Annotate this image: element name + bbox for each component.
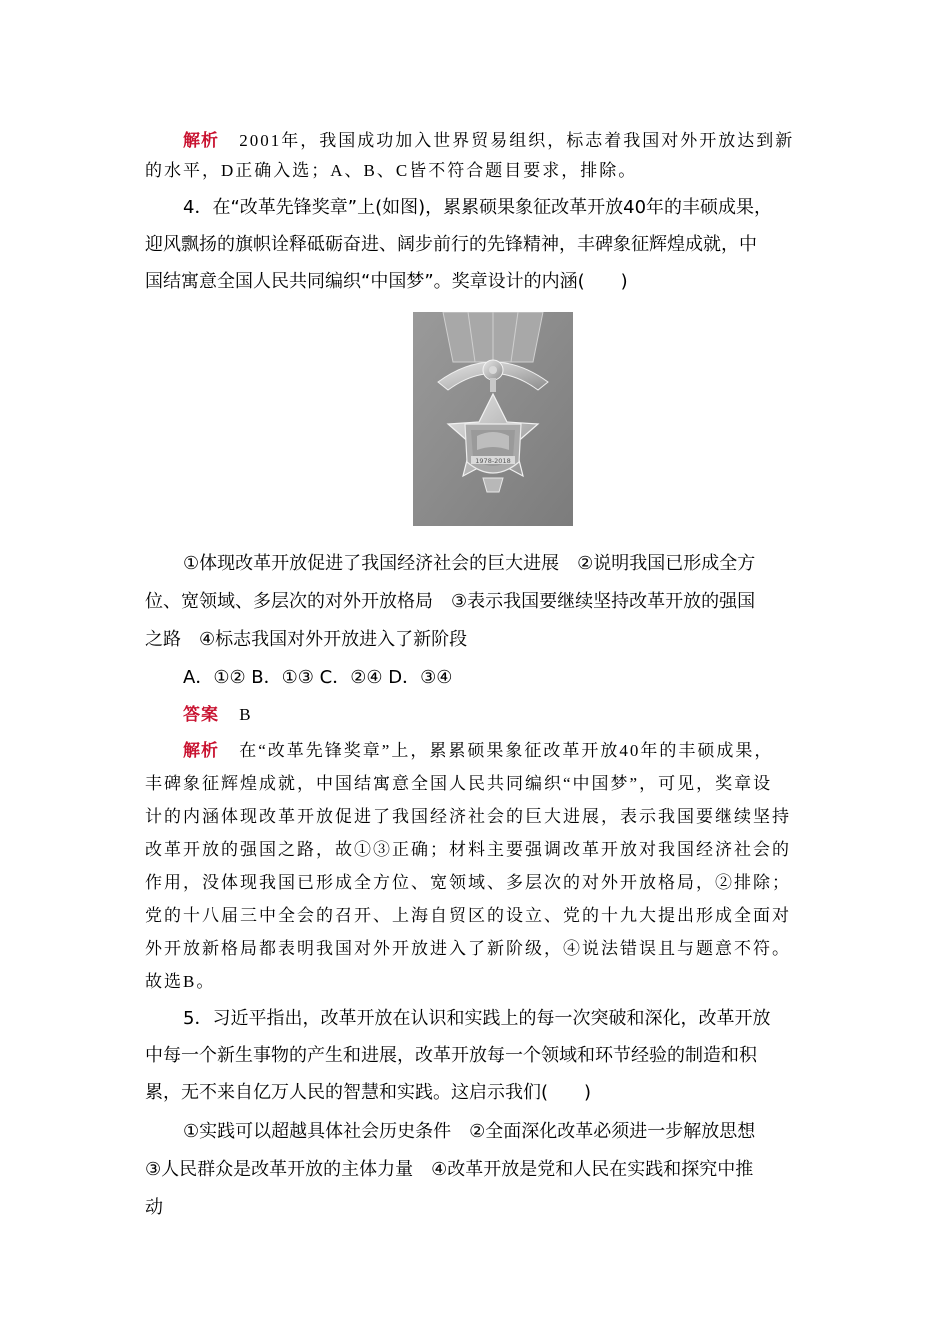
q5-stem-line2: 中每一个新生事物的产生和进展，改革开放每一个领域和环节经验的制造和积 — [145, 1045, 757, 1066]
medal-banner-text: 1978-2018 — [475, 457, 511, 465]
q4-stem-line3: 国结寓意全国人民共同编织“中国梦”。奖章设计的内涵( ) — [145, 271, 628, 292]
analysis-prev-line2: 的水平，D正确入选；A、B、C皆不符合题目要求，排除。 — [145, 161, 638, 180]
analysis-prev-line1 — [183, 126, 794, 151]
q5-stem-line1: 5．习近平指出，改革开放在认识和实践上的每一次突破和深化，改革开放 — [183, 1008, 771, 1029]
analysis-label: 解析 — [183, 741, 219, 761]
q4-analysis-line3: 计的内涵体现改革开放促进了我国经济社会的巨大进展，表示我国要继续坚持 — [145, 807, 791, 826]
q4-analysis-line2: 丰碑象征辉煌成就，中国结寓意全国人民共同编织“中国梦”，可见，奖章设 — [145, 774, 773, 793]
medal-illustration — [413, 312, 573, 526]
q4-analysis-line1: 解析 在“改革先锋奖章”上，累累硕果象征改革开放40年的丰硕成果， — [183, 741, 774, 761]
q5-option-line1: ①实践可以超越具体社会历史条件 ②全面深化改革必须进一步解放思想 — [183, 1121, 756, 1142]
q5-stem-line3: 累，无不来自亿万人民的智慧和实践。这启示我们( ) — [145, 1082, 592, 1103]
q4-analysis-line4: 改革开放的强国之路，故①③正确；材料主要强调改革开放对我国经济社会的 — [145, 840, 791, 859]
answer-label: 答案 — [183, 705, 219, 725]
q4-analysis-line7: 外开放新格局都表明我国对外开放进入了新阶级，④说法错误且与题意不符。 — [145, 939, 791, 958]
q4-stem-line2: 迎风飘扬的旗帜诠释砥砺奋进、阔步前行的先锋精神，丰碑象征辉煌成就，中 — [145, 234, 757, 255]
analysis-text: 2001年，我国成功加入世界贸易组织，标志着我国对外开放达到新 — [239, 131, 795, 150]
q4-stem-line1: 4．在“改革先锋奖章”上(如图)，累累硕果象征改革开放40年的丰硕成果， — [183, 197, 773, 218]
q5-option-line2: ③人民群众是改革开放的主体力量 ④改革开放是党和人民在实践和探究中推 — [145, 1159, 754, 1180]
q4-choices: A．①② B．①③ C．②④ D．③④ — [183, 667, 453, 688]
q4-analysis-line5: 作用，没体现我国已形成全方位、宽领域、多层次的对外开放格局，②排除； — [145, 873, 791, 892]
q4-analysis-line8: 故选B。 — [145, 972, 216, 991]
q5-option-line3: 动 — [145, 1197, 163, 1218]
q4-option-line3: 之路 ④标志我国对外开放进入了新阶段 — [145, 629, 468, 650]
q4-analysis-line6: 党的十八届三中全会的召开、上海自贸区的设立、党的十九大提出形成全面对 — [145, 906, 791, 925]
analysis-label: 解析 — [183, 131, 219, 151]
q4-option-line2: 位、宽领域、多层次的对外开放格局 ③表示我国要继续坚持改革开放的强国 — [145, 591, 756, 612]
q4-answer-line — [183, 700, 253, 725]
medal-image — [413, 312, 573, 526]
q4-option-line1: ①体现改革开放促进了我国经济社会的巨大进展 ②说明我国已形成全方 — [183, 553, 756, 574]
answer-value: B — [239, 705, 253, 724]
